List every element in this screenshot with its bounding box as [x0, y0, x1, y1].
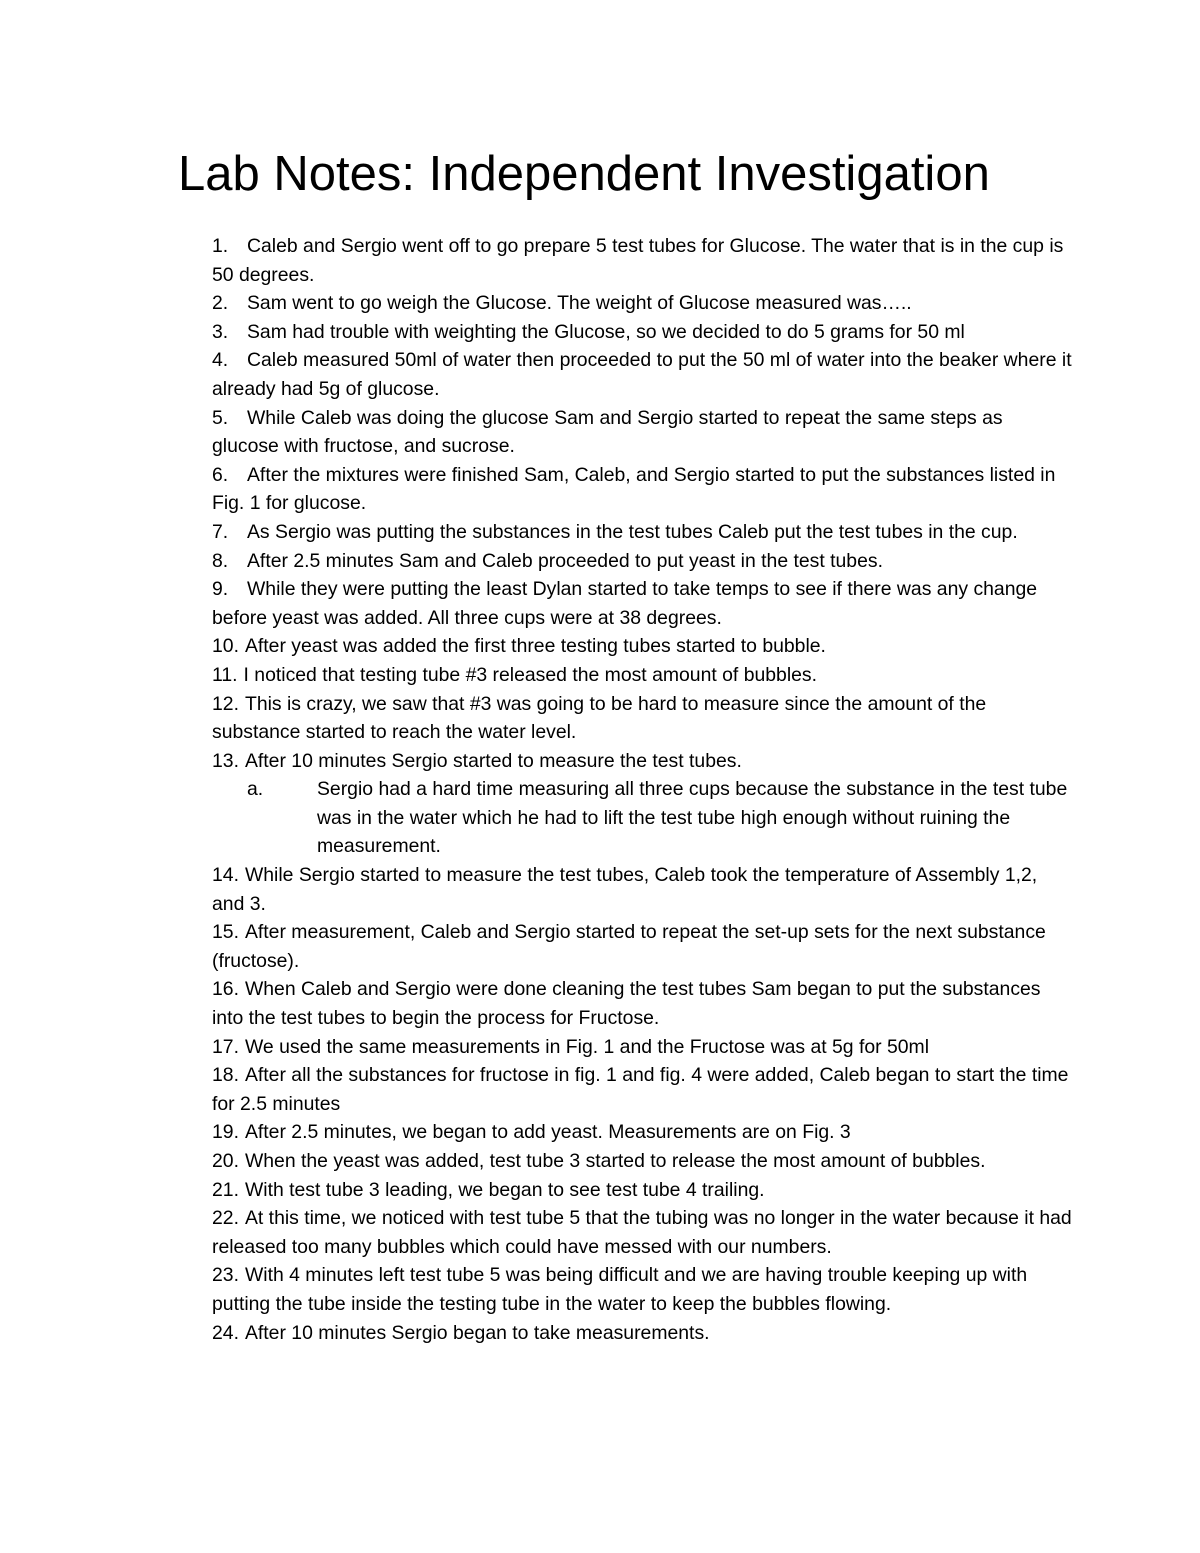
item-text: I noticed that testing tube #3 released the most amount of bubbles.: [243, 663, 818, 686]
item-text: When Caleb and Sergio were done cleaning the test tubes Sam began to put the substances into the test tubes to begin the process for Fructose.: [212, 978, 1041, 1030]
list-item: [212, 289, 1072, 318]
item-number: 11.: [212, 663, 238, 686]
item-text: This is crazy, we saw that #3 was going to be hard to measure since the amount of the substance started to reach the water level.: [212, 692, 987, 744]
item-number: 10.: [212, 635, 239, 658]
item-number: 18.: [212, 1064, 239, 1087]
list-item: [212, 918, 1072, 975]
item-number: 20.: [212, 1150, 239, 1172]
list-item: [212, 1118, 1072, 1147]
item-text: After yeast was added the first three testing tubes started to bubble.: [244, 635, 826, 658]
list-item: [212, 690, 1072, 747]
list-item: [212, 632, 1072, 661]
item-number: a.: [247, 778, 264, 801]
item-text: With test tube 3 leading, we began to see test tube 4 trailing.: [244, 1178, 765, 1201]
item-text: We used the same measurements in Fig. 1 and the Fructose was at 5g for 50ml: [244, 1035, 929, 1058]
item-number: 3.: [212, 320, 229, 343]
sub-list: [212, 775, 1072, 861]
item-number: 9.: [212, 578, 229, 601]
item-number: 2.: [212, 292, 229, 315]
item-number: 21.: [212, 1178, 239, 1201]
item-text: With 4 minutes left test tube 5 was being difficult and we are having trouble keeping up with putting the tube inside the testing tube in the water to keep the bubbles flowing.: [212, 1264, 1028, 1315]
item-number: 14.: [212, 864, 239, 887]
item-number: 19.: [212, 1121, 239, 1144]
item-text: Sam had trouble with weighting the Glucose, so we decided to do 5 grams for 50 ml: [247, 320, 965, 343]
list-item: [212, 575, 1072, 632]
item-number: 8.: [212, 549, 229, 572]
item-text: Caleb and Sergio went off to go prepare 5 test tubes for Glucose. The water that is in the cup is 50 degrees.: [212, 235, 1064, 286]
list-item: [212, 1176, 1072, 1205]
item-number: 22.: [212, 1207, 239, 1230]
list-item: [212, 975, 1072, 1032]
sub-list-item: [247, 775, 1072, 861]
lab-notes-list: [212, 232, 1072, 1347]
item-text: As Sergio was putting the substances in the test tubes Caleb put the test tubes in the cup.: [247, 520, 1018, 543]
item-number: 4.: [212, 349, 229, 372]
item-text: After measurement, Caleb and Sergio started to repeat the set-up sets for the next substance (fructose).: [212, 921, 1046, 972]
item-text: After all the substances for fructose in fig. 1 and fig. 4 were added, Caleb began to start the time for 2.5 minutes: [212, 1064, 1069, 1115]
list-item: [212, 1061, 1072, 1118]
item-text: After 2.5 minutes Sam and Caleb proceeded to put yeast in the test tubes.: [247, 549, 883, 572]
list-item: [212, 1204, 1072, 1261]
list-item: [212, 318, 1072, 347]
item-number: 12.: [212, 692, 239, 715]
item-number: 7.: [212, 520, 229, 543]
list-item: [212, 1147, 1072, 1176]
item-number: 24.: [212, 1321, 239, 1344]
item-text: Sergio had a hard time measuring all three cups because the substance in the test tube was in the water which he had to lift the test tube high enough without ruining the measurement.: [317, 778, 1068, 858]
item-number: 16.: [212, 978, 239, 1001]
item-number: 17.: [212, 1035, 239, 1058]
list-item: [212, 1261, 1072, 1318]
item-text: After the mixtures were finished Sam, Caleb, and Sergio started to put the substances listed in Fig. 1 for glucose.: [212, 463, 1056, 515]
item-number: 5.: [212, 406, 229, 429]
list-item: [212, 1319, 1072, 1348]
item-text: While Caleb was doing the glucose Sam and Sergio started to repeat the same steps as glucose with fructose, and sucrose.: [212, 406, 1003, 458]
item-text: At this time, we noticed with test tube 5 that the tubing was no longer in the water because it had released too many bubbles which could have messed with our numbers.: [212, 1207, 1072, 1258]
list-item: [212, 861, 1072, 918]
list-item: [212, 346, 1072, 403]
list-item: [212, 547, 1072, 576]
item-text: While they were putting the least Dylan started to take temps to see if there was any change before yeast was added. All three cups were at 38 degrees.: [212, 578, 1038, 629]
item-number: 13.: [212, 749, 239, 772]
list-item: [212, 1033, 1072, 1062]
item-text: After 10 minutes Sergio began to take measurements.: [244, 1321, 710, 1344]
item-text: After 10 minutes Sergio started to measure the test tubes.: [244, 749, 742, 772]
list-item: [212, 747, 1072, 861]
list-item: [212, 461, 1072, 518]
list-item: [212, 661, 1072, 690]
item-text: Sam went to go weigh the Glucose. The weight of Glucose measured was…..: [247, 292, 912, 315]
list-item: [212, 404, 1072, 461]
item-text: After 2.5 minutes, we began to add yeast. Measurements are on Fig. 3: [244, 1121, 851, 1144]
list-item: [212, 232, 1072, 289]
item-number: 15.: [212, 921, 239, 944]
page-title: Lab Notes: Independent Investigation: [178, 147, 990, 201]
item-text: Caleb measured 50ml of water then proceeded to put the 50 ml of water into the beaker where it already had 5g of glucose.: [212, 349, 1072, 400]
item-number: 1.: [212, 235, 229, 257]
item-text: When the yeast was added, test tube 3 started to release the most amount of bubbles.: [244, 1150, 986, 1172]
item-text: While Sergio started to measure the test tubes, Caleb took the temperature of Assembly 1,2, and 3.: [212, 864, 1038, 915]
list-item: [212, 518, 1072, 547]
item-number: 23.: [212, 1264, 239, 1287]
item-number: 6.: [212, 463, 229, 486]
